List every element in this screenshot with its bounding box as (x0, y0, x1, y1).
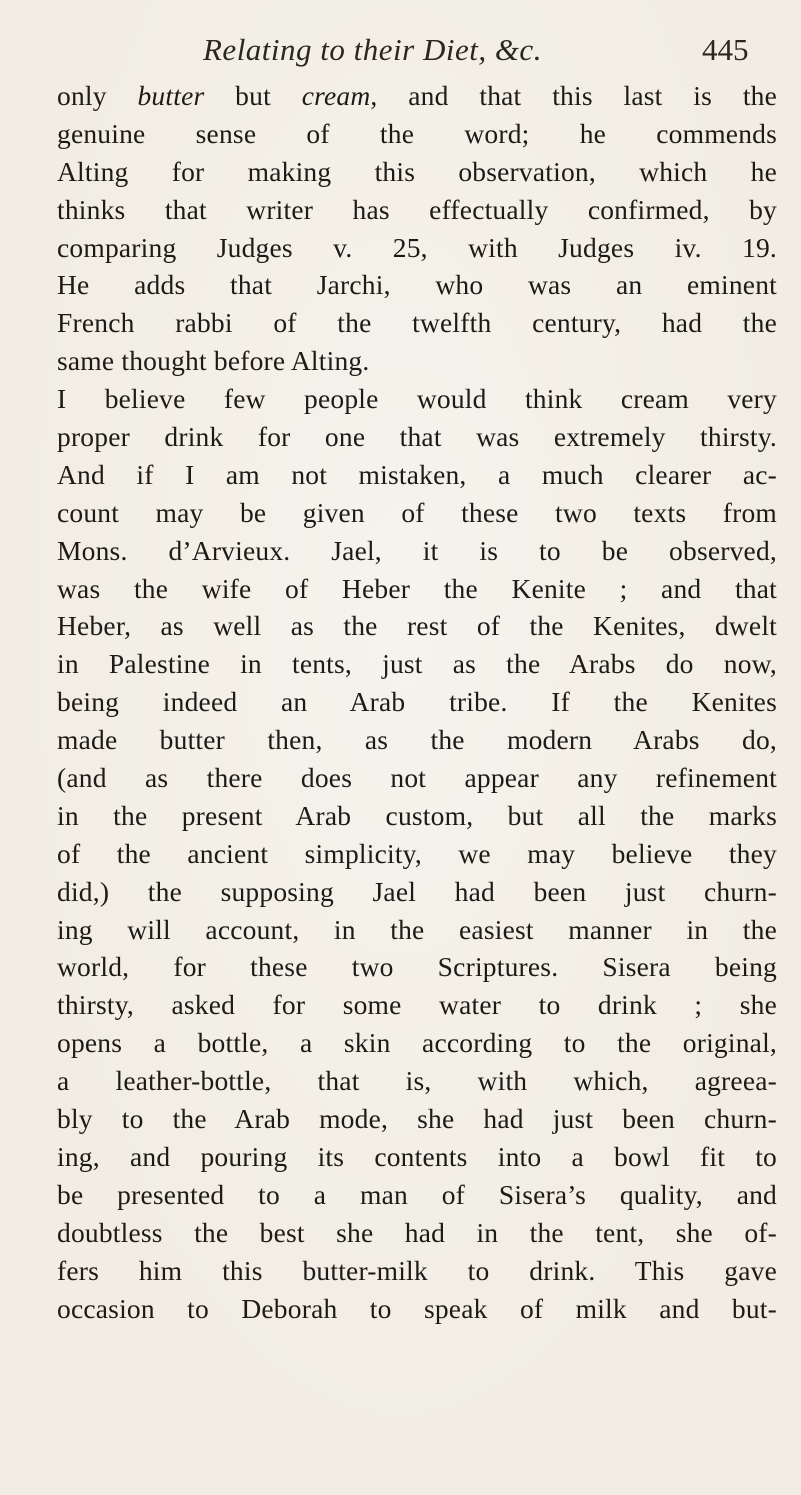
text-line: made butter then, as the modern Arabs do, (57, 724, 777, 756)
text-line: in the present Arab custom, but all the marks (57, 799, 777, 831)
body-text (57, 77, 777, 1327)
text-line: comparing Judges v. 25, with Judges iv. 19. (57, 231, 777, 263)
text-line: ing, and pouring its contents into a bowl fit to (57, 1140, 777, 1172)
text-line: be presented to a man of Sisera’s quality, and (57, 1178, 777, 1210)
text-line: Mons. d’Arvieux. Jael, it is to be observed, (57, 534, 777, 566)
text-line: only butter but cream, and that this last is the (57, 80, 778, 111)
text-line: And if I am not mistaken, a much clearer ac- (57, 458, 777, 490)
text-line: Alting for making this observation, which he (57, 155, 777, 187)
text-line: French rabbi of the twelfth century, had the (57, 307, 777, 339)
text-line: occasion to Deborah to speak of milk and but- (57, 1292, 777, 1324)
page-number: 445 (702, 32, 749, 67)
text-line: doubtless the best she had in the tent, she of- (57, 1216, 777, 1248)
text-line: a leather-bottle, that is, with which, agreea- (57, 1065, 777, 1097)
text-line: opens a bottle, a skin according to the original, (57, 1027, 777, 1059)
text-line: fers him this butter-milk to drink. This gave (57, 1254, 777, 1286)
text-line: genuine sense of the word; he commends (57, 117, 777, 149)
running-head (0, 30, 801, 74)
italic-word-cream: cream (301, 80, 371, 111)
text-line: He adds that Jarchi, who was an eminent (57, 269, 777, 301)
text-line: I believe few people would think cream very (57, 383, 777, 415)
italic-word-butter: butter (137, 80, 205, 111)
running-title: Relating to their Diet, &c. (203, 32, 542, 67)
text-line: thirsty, asked for some water to drink ; she (57, 989, 777, 1021)
text-line: thinks that writer has effectually confirmed, by (57, 193, 777, 225)
text-line: proper drink for one that was extremely thirsty. (57, 421, 777, 453)
text-line: in Palestine in tents, just as the Arabs do now, (57, 648, 777, 680)
text-line: world, for these two Scriptures. Sisera being (57, 951, 777, 983)
text-line: was the wife of Heber the Kenite ; and that (57, 572, 777, 604)
text-line: Heber, as well as the rest of the Kenites, dwelt (57, 610, 777, 642)
text-line: ing will account, in the easiest manner in the (57, 913, 777, 945)
text-line: bly to the Arab mode, she had just been churn- (57, 1103, 777, 1135)
text-line: count may be given of these two texts from (57, 496, 777, 528)
text-line: did,) the supposing Jael had been just churn- (57, 875, 777, 907)
text-line: same thought before Alting. (57, 345, 370, 377)
text-line: (and as there does not appear any refinement (57, 762, 777, 794)
text-line: of the ancient simplicity, we may believe they (57, 837, 777, 869)
text-line: being indeed an Arab tribe. If the Kenites (57, 686, 777, 718)
